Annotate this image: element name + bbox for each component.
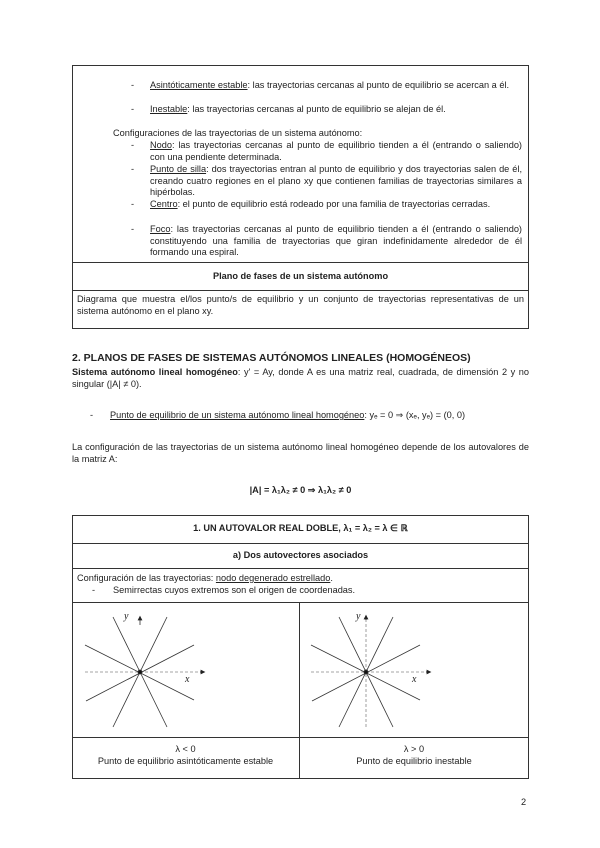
term: Punto de silla: [150, 164, 207, 174]
desc: : el punto de equilibrio está rodeado por una familia de trayectorias cerradas.: [177, 199, 491, 209]
term: nodo degenerado estrellado: [215, 573, 331, 583]
bullet-dash: -: [90, 410, 94, 420]
term: Punto de equilibrio de un sistema autónomo lineal homogéneo: [110, 410, 365, 420]
definition-text: Diagrama que muestra el/los punto/s de equilibrio y un conjunto de trayectorias representativas de un sistema autónomo en el plano xy.: [77, 294, 524, 316]
bullet-dash: -: [131, 80, 135, 90]
stable-star-node-diagram: [85, 617, 203, 727]
unstable-star-node-diagram: [311, 617, 429, 727]
equation: : yₑ = 0 ⇒ (xₑ, yₑ) = (0, 0): [364, 410, 466, 420]
formula: |A| = λ₁λ₂ ≠ 0 ⇒ λ₁λ₂ ≠ 0: [249, 485, 352, 495]
label: Configuración de las trayectorias:: [77, 573, 216, 583]
definition-title: Plano de fases de un sistema autónomo: [212, 271, 389, 281]
bullet-dash: -: [131, 224, 135, 234]
bullet-dash: -: [92, 585, 96, 595]
term: Foco: [150, 224, 171, 234]
desc: : dos trayectorias entran al punto de equilibrio y dos trayectorias salen de él, creando cuatro regiones en el plano xy que contienen familias de trayectorias similares a hipérbolas.: [150, 164, 522, 198]
paragraph: La configuración de las trayectorias de un sistema autónomo lineal homogéneo depende de los autovalores de la matriz A:: [72, 442, 529, 464]
condition: λ > 0: [403, 744, 425, 754]
equilibrium-point: [364, 670, 368, 674]
term: Centro: [150, 199, 178, 209]
section-heading: 2. PLANOS DE FASES DE SISTEMAS AUTÓNOMOS LINEALES (HOMOGÉNEOS): [72, 352, 471, 364]
x-axis-label: x: [185, 674, 190, 685]
desc: : las trayectorias cercanas al punto de equilibrio tienden a él (entrando o saliendo) constituyendo una familia de trayectorias que giran indefinidamente alrededor de él formando una espiral.: [150, 224, 522, 258]
config-bullet: Semirrectas cuyos extremos son el origen de coordenadas.: [113, 585, 356, 595]
desc: : y' = Ay, donde A es una matriz real, cuadrada, de dimensión 2 y no singular (|A| ≠ 0).: [72, 367, 529, 389]
term: Sistema autónomo lineal homogéneo: [72, 367, 238, 377]
desc: : las trayectorias cercanas al punto de equilibrio se acercan a él.: [247, 80, 510, 90]
config-line: Configuración de las trayectorias: nodo degenerado estrellado.: [77, 573, 333, 583]
y-axis-label: y: [124, 611, 129, 622]
term: Inestable: [150, 104, 188, 114]
desc: : las trayectorias cercanas al punto de equilibrio tienden a él (entrando o saliendo) con una pendiente determinada.: [150, 140, 522, 162]
desc: : las trayectorias cercanas al punto de equilibrio se alejan de él.: [187, 104, 446, 114]
term: Asintóticamente estable: [150, 80, 248, 90]
stability-label: Punto de equilibrio inestable: [356, 756, 472, 766]
bullet-dash: -: [131, 199, 135, 209]
table-title: 1. UN AUTOVALOR REAL DOBLE, λ₁ = λ₂ = λ ∈ ℝ: [193, 523, 408, 533]
y-axis-label: y: [356, 611, 361, 622]
bullet-dash: -: [131, 140, 135, 150]
condition: λ < 0: [175, 744, 196, 754]
page-number: 2: [521, 797, 527, 807]
stability-label: Punto de equilibrio asintóticamente estable: [97, 756, 274, 766]
config-intro: Configuraciones de las trayectorias de un sistema autónomo:: [113, 128, 363, 138]
term: Nodo: [150, 140, 172, 150]
x-axis-label: x: [412, 674, 417, 685]
bullet-dash: -: [131, 104, 135, 114]
equilibrium-point: [138, 670, 142, 674]
bullet-dash: -: [131, 164, 135, 174]
table-subtitle: a) Dos autovectores asociados: [232, 550, 369, 560]
